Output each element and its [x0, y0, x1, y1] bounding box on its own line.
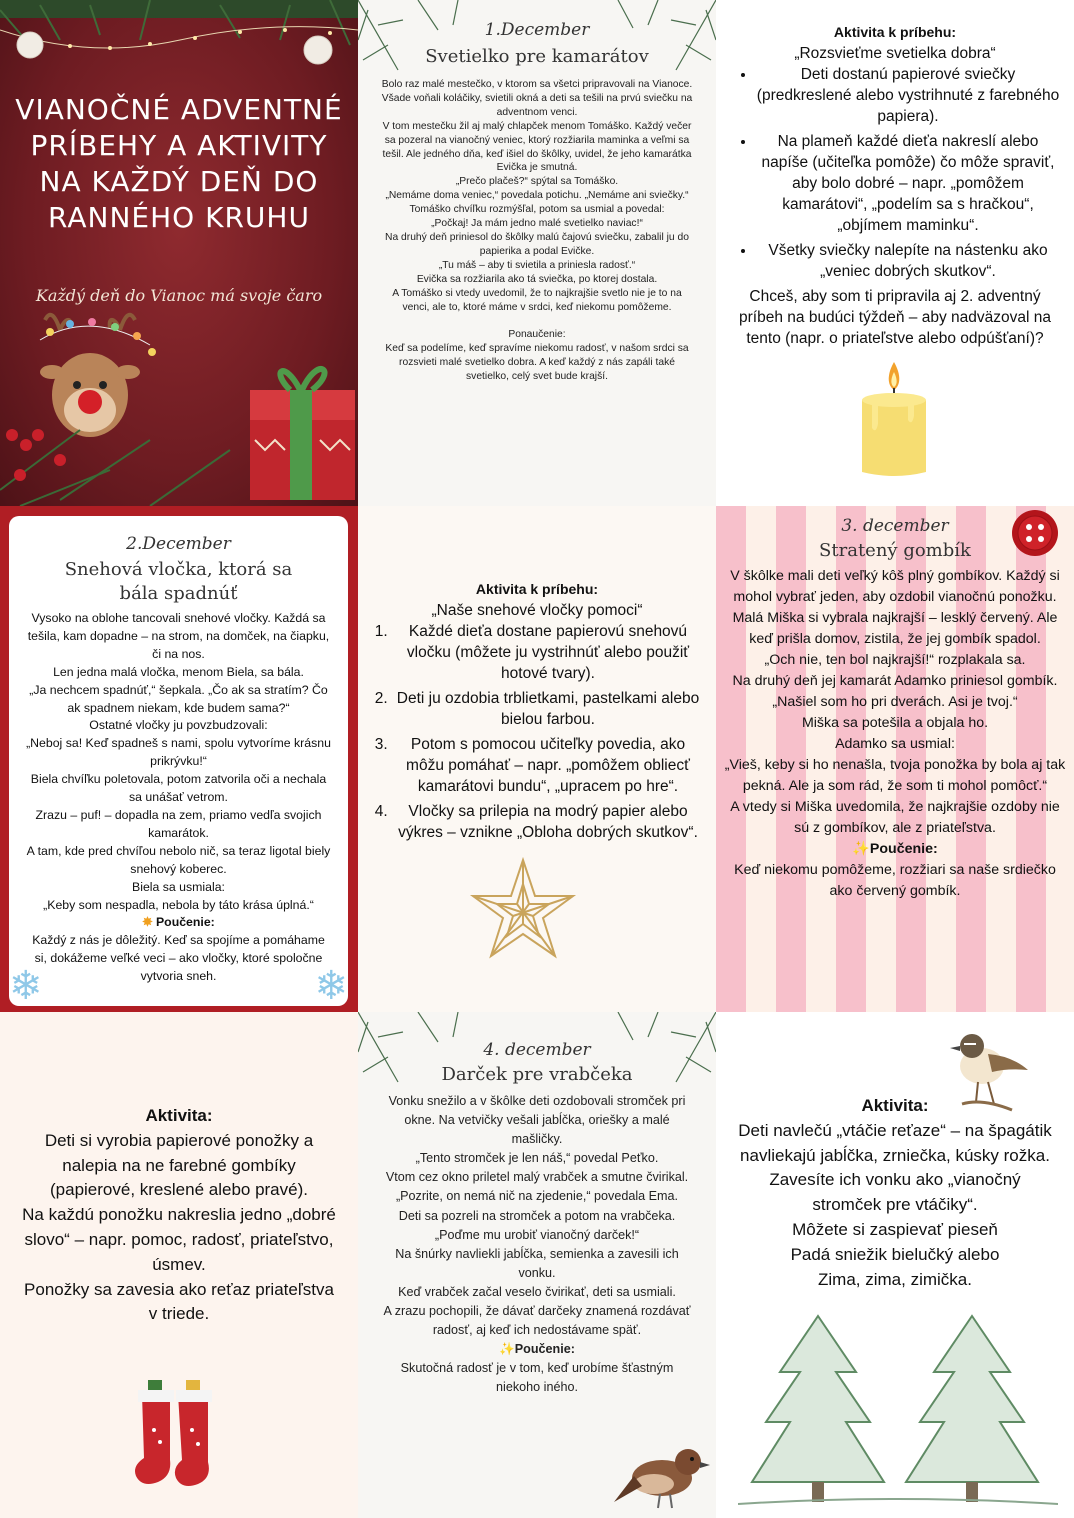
day2-story-text: [25, 610, 332, 986]
lesson-label: Poučenie:: [869, 841, 938, 857]
story-paragraph: A vtedy si Miška uvedomila, že najkrajšie ozdoby nie sú z gombíkov, ale z priateľstva.: [730, 799, 1060, 836]
activity2-name: „Naše snehové vločky pomoci“: [431, 602, 643, 619]
activity3-line: Na každú ponožku nakreslia jedno „dobré slovo“ – napr. pomoc, radosť, priateľstvo, úsmev.: [22, 1205, 336, 1274]
activity4-line: Padá sniežik bielučký alebo: [790, 1244, 1000, 1264]
day4-story-panel: [358, 1012, 716, 1518]
story-paragraph: Zrazu – puf! – dopadla na zem, priamo vedľa svojich kamarátok.: [35, 807, 322, 840]
activity3-panel: [0, 1012, 358, 1518]
story-paragraph: Bolo raz malé mestečko, v ktorom sa všetci pripravovali na Vianoce. Všade voňali koláčiky, svietili okná a deti sa tešili na prvú sviečku na adventnom venci.: [381, 79, 693, 118]
lesson-label: Ponaučenie:: [508, 329, 566, 341]
spacer: [380, 314, 694, 328]
day1-story-text: [380, 78, 694, 384]
story-paragraph: Keď vrabček začal veselo čvirikať, deti sa usmiali.: [398, 1284, 676, 1299]
gift-box-icon: [250, 369, 355, 500]
pine-tree-icon: [906, 1316, 1038, 1502]
story-paragraph: „Vieš, keby si ho nenašla, tvoja ponožka by bola aj tak pekná. Ale ja som rád, že som ti mohol pomôcť.“: [724, 757, 1066, 794]
lesson-heading: [25, 914, 332, 932]
snowy-pine-trees-illustration: [738, 1312, 1058, 1512]
activity3-line: Ponožky sa zavesia ako reťaz priateľstva v triede.: [24, 1279, 334, 1324]
activity1-step: • Deti dostanú papierové sviečky (predkreslené alebo vystrihnuté z farebného papiera).: [756, 64, 1060, 127]
sparkle-icon: ✨: [852, 841, 870, 857]
story-paragraph: Na druhý deň priniesol do škôlky malú čajovú sviečku, zabalil ju do papierika a podal Evičke.: [385, 231, 689, 257]
story-paragraph: Ostatné vločky ju povzbudzovali:: [89, 718, 268, 733]
pine-tree-icon: [752, 1316, 884, 1502]
story-paragraph: „Počkaj! Ja mám jedno malé svetielko naviac!“: [431, 218, 643, 230]
story-paragraph: „Tento stromček je len náš,“ povedal Peťko.: [415, 1151, 659, 1166]
snowflake-icon: ❄: [314, 964, 348, 1008]
lesson-heading: [378, 1340, 696, 1359]
activity1-step: • Na plameň každé dieťa nakreslí alebo napíše (učiteľka pomôže) čo môže spraviť, aby bolo dobré – napr. „pomôžem kamarátovi“, „podelím sa s hračkou“, „objímem maminku“.: [756, 131, 1060, 236]
story-paragraph: „Poďme mu urobiť vianočný darček!“: [434, 1227, 640, 1242]
day1-title: Svetielko pre kamarátov: [425, 46, 649, 67]
story-paragraph: Evička sa rozžiarila ako tá sviečka, po ktorej dostala.: [416, 273, 658, 285]
activity2-heading: Aktivita k príbehu:: [475, 581, 599, 597]
activity1-panel: [716, 0, 1074, 506]
story-paragraph: „Pozrite, on nemá nič na zjedenie,“ povedala Ema.: [395, 1189, 679, 1204]
activity4-heading: Aktivita:: [861, 1096, 929, 1115]
day1-story-panel: [358, 0, 716, 506]
day2-card: [9, 516, 348, 1006]
activity2-content: [370, 579, 704, 847]
activity2-step: 3. Potom s pomocou učiteľky povedia, ako môžu pomáhať – napr. „pomôžem obliecť kamarátovi bundu“, „upracem po hre“.: [392, 734, 704, 797]
activity1-heading: Aktivita k príbehu:: [833, 24, 957, 40]
activity4-content: [738, 1094, 1052, 1292]
lesson-heading: [724, 839, 1066, 860]
activity2-step: 1. Každé dieťa dostane papierovú snehovú vločku (môžete ju vystrihnúť alebo použiť hotové tvary).: [392, 621, 704, 684]
story-paragraph: Vonku snežilo a v škôlke deti ozdobovali stromček pri okne. Na vetvičky vešali jabĺčka, oriešky a malé mašličky.: [388, 1094, 686, 1147]
red-button-icon: [1010, 508, 1060, 558]
story-paragraph: V tom mestečku žil aj malý chlapček menom Tomáško. Každý večer sa pozeral na vianočný veniec, ktorý rozžiarila maminka a veľmi sa tešil. Ale jedného dňa, keď išiel do škôlky, uvidel, že jeho kamarátka Evička je smutná.: [382, 120, 692, 174]
day3-story-text: [724, 566, 1066, 902]
story-paragraph: Miška sa potešila a objala ho.: [801, 715, 989, 731]
story-paragraph: „Keby som nespadla, nebola by táto krása úplná.“: [43, 897, 314, 912]
activity1-name: „Rozsvieťme svetielka dobra“: [794, 45, 996, 62]
activity1-note: Chceš, aby som ti pripravila aj 2. adventný príbeh na budúci týždeň – aby nadväzoval na tento (napr. o priateľstve alebo odpúšťaní)?: [739, 288, 1051, 347]
day4-title: Darček pre vrabčeka: [441, 1064, 633, 1085]
story-paragraph: Malá Miška si vybrala najkrajší – lesklý červený. Ale keď prišla domov, zistila, že jej gombík spadol.: [732, 610, 1058, 647]
story-paragraph: Vysoko na oblohe tancovali snehové vločky. Každá sa tešila, kam dopadne – na strom, na domček, na čiapku, či na nos.: [27, 611, 330, 661]
lesson-text: Keď sa podelíme, keď spravíme niekomu radosť, v našom srdci sa rozsvieti malé svetielko dobra. A keď každý z nás zapáli také svetielko, celý svet bude krajší.: [385, 343, 689, 383]
story-paragraph: Na druhý deň jej kamarát Adamko priniesol gombík.: [732, 673, 1058, 689]
story-paragraph: Vtom cez okno priletel malý vrabček a smutne čvirikal.: [385, 1170, 689, 1185]
lesson-text: Skutočná radosť je v tom, keď urobíme šťastným niekoho iného.: [400, 1361, 674, 1395]
pine-garland-decoration: [0, 0, 358, 70]
sparkle-icon: ✨: [499, 1342, 515, 1357]
story-paragraph: V škôlke mali deti veľký kôš plný gombíkov. Každý si mohol vybrať jeden, aby ozdobil vianočnú ponožku.: [730, 568, 1060, 605]
story-paragraph: „Neboj sa! Keď spadneš s nami, spolu vytvoríme krásnu prikrývku!“: [26, 736, 331, 769]
day4-date: 4. december: [483, 1040, 591, 1060]
activity2-step: 2. Deti ju ozdobia trblietkami, pastelkami alebo bielou farbou.: [392, 688, 704, 730]
cover-panel: [0, 0, 358, 506]
story-paragraph: Biela sa usmiala:: [132, 879, 225, 894]
day2-date: 2.December: [126, 534, 231, 554]
story-paragraph: „Och nie, ten bol najkrajší!“ rozplakala sa.: [764, 652, 1026, 668]
story-paragraph: A Tomáško si vtedy uvedomil, že to najkrajšie svetlo nie je to na venci, ale to, ktoré máme v srdci, keď niekomu pomôžeme.: [392, 287, 682, 313]
story-paragraph: „Našiel som ho pri dverách. Asi je tvoj.“: [772, 694, 1018, 710]
lesson-label: Poučenie:: [155, 915, 215, 930]
activity4-panel: [716, 1012, 1074, 1518]
activity4-line: Zima, zima, zimička.: [818, 1269, 972, 1289]
story-paragraph: „Ja nechcem spadnúť,“ šepkala. „Čo ak sa stratím? Čo ak spadnem niekam, kde budem sama?“: [29, 682, 328, 715]
story-paragraph: Adamko sa usmial:: [835, 736, 955, 752]
activity4-line: Deti navlečú „vtáčie reťaze“ – na špagátik navliekajú jabĺčka, zrniečka, kúsky rožka.: [738, 1120, 1052, 1165]
activity3-heading: Aktivita:: [145, 1106, 213, 1125]
day4-story-text: [378, 1092, 696, 1398]
day3-title: Stratený gombík: [819, 540, 971, 561]
day1-date: 1.December: [484, 20, 590, 40]
activity3-line: Deti si vyrobia papierové ponožky a nalepia na ne farebné gombíky (papierové, kreslené alebo pravé).: [44, 1130, 314, 1200]
activity2-panel: [358, 506, 716, 1012]
story-paragraph: Deti sa pozreli na stromček a potom na vrabčeka.: [398, 1208, 676, 1223]
gold-snowflake-icon: [467, 856, 579, 982]
day2-title: Snehová vločka, ktorá sa bála spadnúť: [64, 559, 293, 604]
lesson-label: Poučenie:: [514, 1342, 575, 1357]
story-paragraph: A tam, kde pred chvíľou nebolo nič, sa teraz ligotal biely snehový koberec.: [26, 843, 331, 876]
sparrow-icon: [614, 1432, 710, 1512]
story-paragraph: Biela chvíľku poletovala, potom zatvorila oči a nechala sa unášať vetrom.: [30, 772, 327, 805]
day2-story-panel: [0, 506, 358, 1012]
story-paragraph: Len jedna malá vločka, menom Biela, sa bála.: [53, 664, 304, 679]
story-paragraph: Na šnúrky navliekli jabĺčka, semienka a zavesili ich vonku.: [395, 1246, 679, 1280]
reindeer-and-gift-illustration: [0, 300, 358, 506]
story-paragraph: „Tu máš – aby ti svietila a priniesla radosť.“: [438, 259, 636, 271]
activity1-step: • Všetky sviečky nalepíte na nástenku ako „veniec dobrých skutkov“.: [756, 240, 1060, 282]
activity3-content: [22, 1104, 336, 1327]
star-icon: ✸: [142, 915, 156, 930]
day3-date: 3. december: [841, 516, 949, 536]
lesson-text: Keď niekomu pomôžeme, rozžiari sa naše srdiečko ako červený gombík.: [734, 862, 1056, 899]
activity2-step: 4. Vločky sa prilepia na modrý papier alebo výkres – vznikne „Obloha dobrých skutkov“.: [392, 801, 704, 843]
story-paragraph: A zrazu pochopili, že dávať darčeky znamená rozdávať radosť, aj keď ich nedostávame späť.: [383, 1304, 691, 1338]
pine-branches-decoration: [0, 430, 230, 506]
snowflake-icon: ❄: [9, 964, 43, 1008]
christmas-stockings-icon: [128, 1380, 224, 1496]
cover-subtitle: Každý deň do Vianoc má svoje čaro: [35, 286, 323, 305]
cover-title: VIANOČNÉ ADVENTNÉ PRÍBEHY A AKTIVITY NA KAŽDÝ DEŇ DO RANNÉHO KRUHU: [15, 93, 343, 234]
candle-icon: [852, 358, 936, 480]
activity4-line: Môžete si zaspievať pieseň: [792, 1219, 998, 1239]
activity4-line: Zavesíte ich vonku ako „vianočný stromček pre vtáčiky“.: [769, 1170, 1021, 1215]
day3-story-panel: [716, 506, 1074, 1012]
activity1-content: [730, 22, 1060, 349]
lesson-text: Každý z nás je dôležitý. Keď sa spojíme a pomáhame si, dokážeme veľké veci – ako vločky, ktoré spoločne vytvoria sneh.: [32, 933, 325, 984]
story-paragraph: „Prečo plačeš?“ spýtal sa Tomáško.: [455, 176, 619, 188]
story-paragraph: „Nemáme doma veniec,“ povedala potichu. „Nemáme ani sviečky.“: [385, 190, 689, 202]
story-paragraph: Tomáško chvíľku rozmýšľal, potom sa usmial a povedal:: [409, 204, 665, 216]
